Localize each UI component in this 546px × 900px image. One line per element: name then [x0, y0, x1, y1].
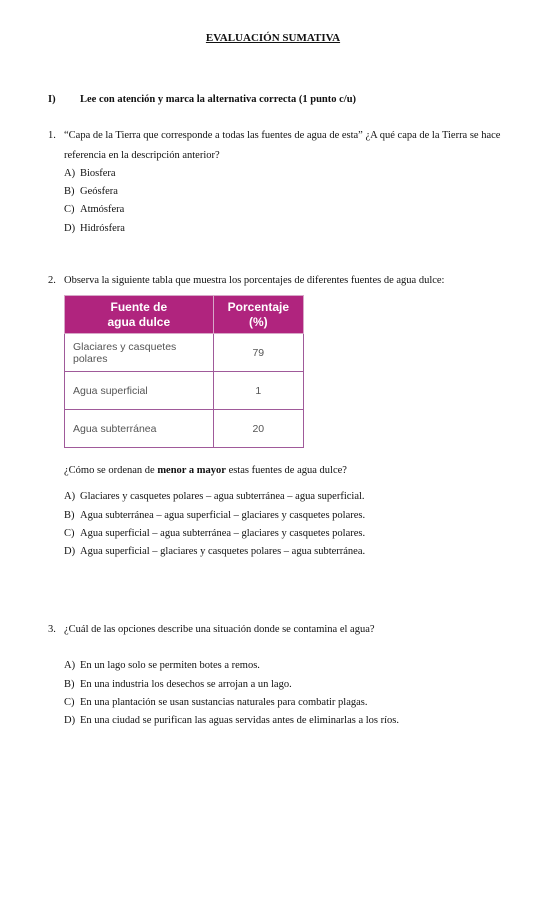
option-text: En una plantación se usan sustancias naturales para combatir plagas.	[80, 697, 368, 708]
question-2-option-a[interactable]	[64, 491, 365, 502]
question-1-option-b[interactable]	[64, 186, 118, 197]
option-letter: B)	[64, 679, 75, 690]
option-text: Hidrósfera	[80, 223, 125, 234]
section-number: I)	[48, 94, 56, 105]
option-text: Geósfera	[80, 186, 118, 197]
option-text: En un lago solo se permiten botes a remos.	[80, 660, 260, 671]
option-text: En una ciudad se purifican las aguas servidas antes de eliminarlas a los ríos.	[80, 715, 399, 726]
question-1-text-line-2: referencia en la descripción anterior?	[64, 150, 220, 161]
table-cell-percent: 1	[213, 372, 303, 410]
option-letter: D)	[64, 546, 76, 557]
option-text: Glaciares y casquetes polares – agua subterránea – agua superficial.	[80, 491, 365, 502]
option-text: Atmósfera	[80, 204, 125, 215]
question-2-number: 2.	[48, 275, 56, 286]
question-1-number: 1.	[48, 130, 56, 141]
table-header-row	[65, 296, 304, 334]
table-header-source: Fuente de agua dulce	[65, 296, 214, 334]
question-3-number: 3.	[48, 624, 56, 635]
option-text: Biosfera	[80, 168, 116, 179]
question-2-text: Observa la siguiente tabla que muestra los porcentajes de diferentes fuentes de agua dulce:	[64, 275, 445, 286]
option-text: En una industria los desechos se arrojan a un lago.	[80, 679, 292, 690]
table-cell-source: Agua subterránea	[65, 410, 214, 448]
option-letter: A)	[64, 491, 76, 502]
option-letter: C)	[64, 528, 75, 539]
table-row	[65, 410, 304, 448]
prompt-text-end: estas fuentes de agua dulce?	[225, 465, 347, 476]
question-2-option-c[interactable]	[64, 528, 365, 539]
question-3-text: ¿Cuál de las opciones describe una situación donde se contamina el agua?	[64, 624, 375, 635]
table-cell-source: Agua superficial	[65, 372, 214, 410]
option-text: Agua subterránea – agua superficial – glaciares y casquetes polares.	[80, 510, 366, 521]
question-1-option-c[interactable]	[64, 204, 124, 215]
option-letter: A)	[64, 660, 76, 671]
table-header-percent: Porcentaje (%)	[213, 296, 303, 334]
option-letter: C)	[64, 697, 75, 708]
question-1-text-line-1: “Capa de la Tierra que corresponde a todas las fuentes de agua de esta” ¿A qué capa de la Tierra se hace	[64, 130, 501, 141]
table-row	[65, 334, 304, 372]
question-1-option-d[interactable]	[64, 223, 125, 234]
question-1-option-a[interactable]	[64, 168, 116, 179]
table-row	[65, 372, 304, 410]
question-2-prompt	[64, 465, 347, 476]
question-3-option-a[interactable]	[64, 660, 260, 671]
option-letter: B)	[64, 186, 75, 197]
prompt-emphasis: menor a mayor	[157, 465, 226, 476]
question-3-option-b[interactable]	[64, 679, 292, 690]
table-cell-source: Glaciares y casquetes polares	[65, 334, 214, 372]
question-2-option-b[interactable]	[64, 510, 365, 521]
page-title: EVALUACIÓN SUMATIVA	[205, 32, 341, 44]
question-2-option-d[interactable]	[64, 546, 365, 557]
question-3-option-d[interactable]	[64, 715, 399, 726]
table-cell-percent: 79	[213, 334, 303, 372]
option-text: Agua superficial – agua subterránea – glaciares y casquetes polares.	[80, 528, 366, 539]
table-cell-percent: 20	[213, 410, 303, 448]
prompt-text-start: ¿Cómo se ordenan de	[64, 465, 158, 476]
option-letter: D)	[64, 223, 76, 234]
option-letter: B)	[64, 510, 75, 521]
option-letter: D)	[64, 715, 76, 726]
section-instruction: Lee con atención y marca la alternativa correcta (1 punto c/u)	[80, 94, 357, 105]
option-letter: C)	[64, 204, 75, 215]
freshwater-sources-table	[64, 295, 304, 448]
question-3-option-c[interactable]	[64, 697, 367, 708]
option-letter: A)	[64, 168, 76, 179]
option-text: Agua superficial – glaciares y casquetes polares – agua subterránea.	[80, 546, 366, 557]
